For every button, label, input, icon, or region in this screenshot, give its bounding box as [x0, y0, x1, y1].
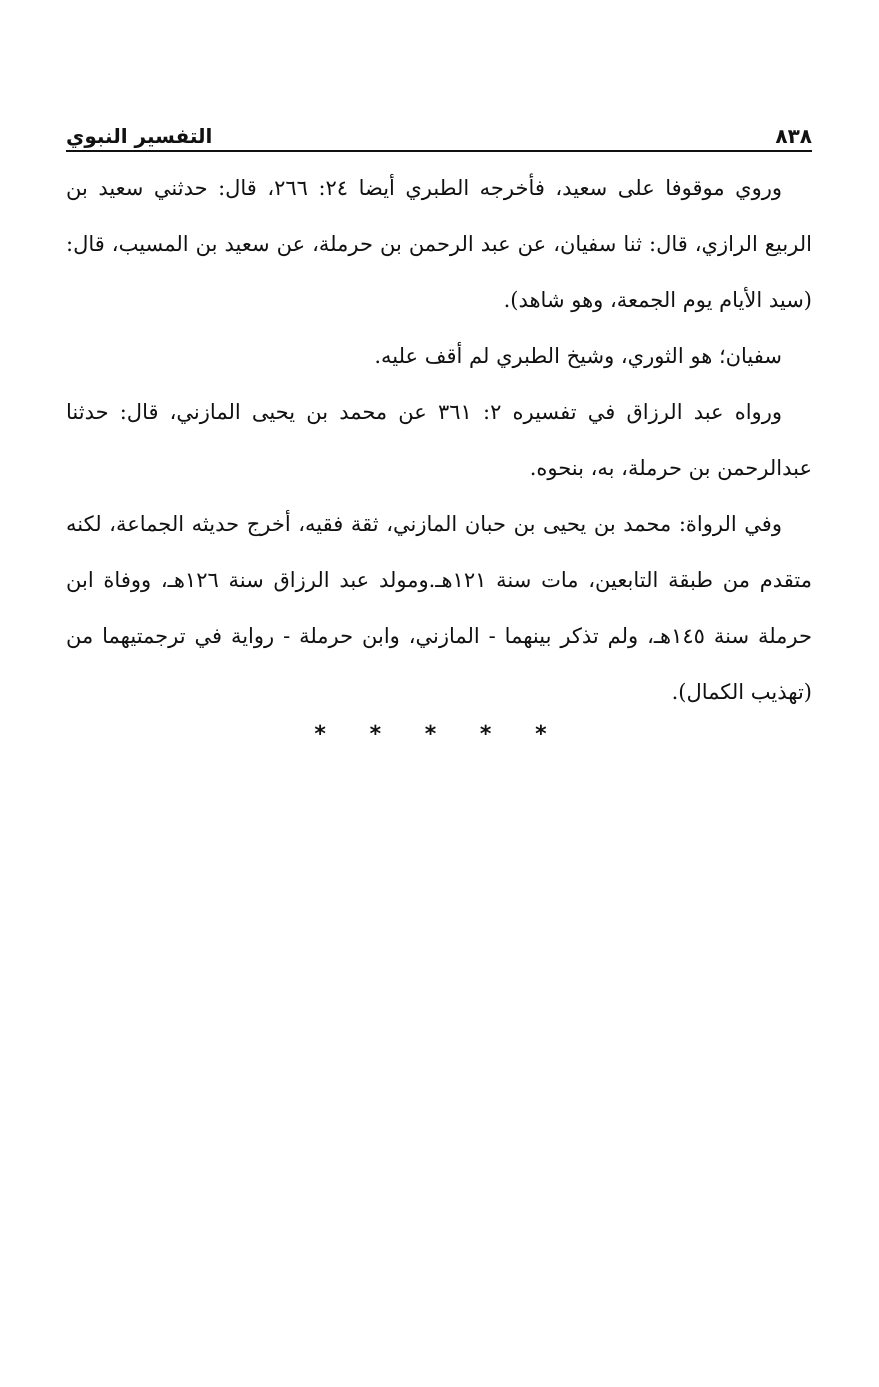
paragraph-3: ورواه عبد الرزاق في تفسيره ٢: ٣٦١ عن محمد بن يحيى المازني، قال: حدثنا عبدالرحمن بن حرملة، به، بنحوه. — [66, 400, 812, 480]
page-number: ٨٣٨ — [775, 124, 812, 148]
header-divider — [66, 150, 812, 152]
paragraph-2: سفيان؛ هو الثوري، وشيخ الطبري لم أقف عليه. — [374, 344, 782, 368]
paragraph-1: وروي موقوفا على سعيد، فأخرجه الطبري أيضا ٢٤: ٢٦٦، قال: حدثني سعيد بن الربيع الرازي، قال: ثنا سفيان، عن عبد الرحمن بن حرملة، عن سعيد بن المسيب، قال: (سيد الأيام يوم الجمعة، وهو شاهد). — [66, 176, 812, 312]
page-header — [66, 112, 812, 148]
book-title: التفسير النبوي — [66, 124, 213, 148]
paragraph-4: وفي الرواة: محمد بن يحيى بن حبان المازني، ثقة فقيه، أخرج حديثه الجماعة، لكنه متقدم من طبقة التابعين، مات سنة ١٢١هـ.ومولد عبد الرزاق سنة ١٢٦هـ، ووفاة ابن حرملة سنة ١٤٥هـ، ولم تذكر بينهما - المازني، وابن حرملة - رواية في ترجمتيهما من (تهذيب الكمال). — [66, 512, 813, 704]
section-separator: * * * * * — [314, 722, 565, 747]
page-body — [66, 160, 812, 720]
